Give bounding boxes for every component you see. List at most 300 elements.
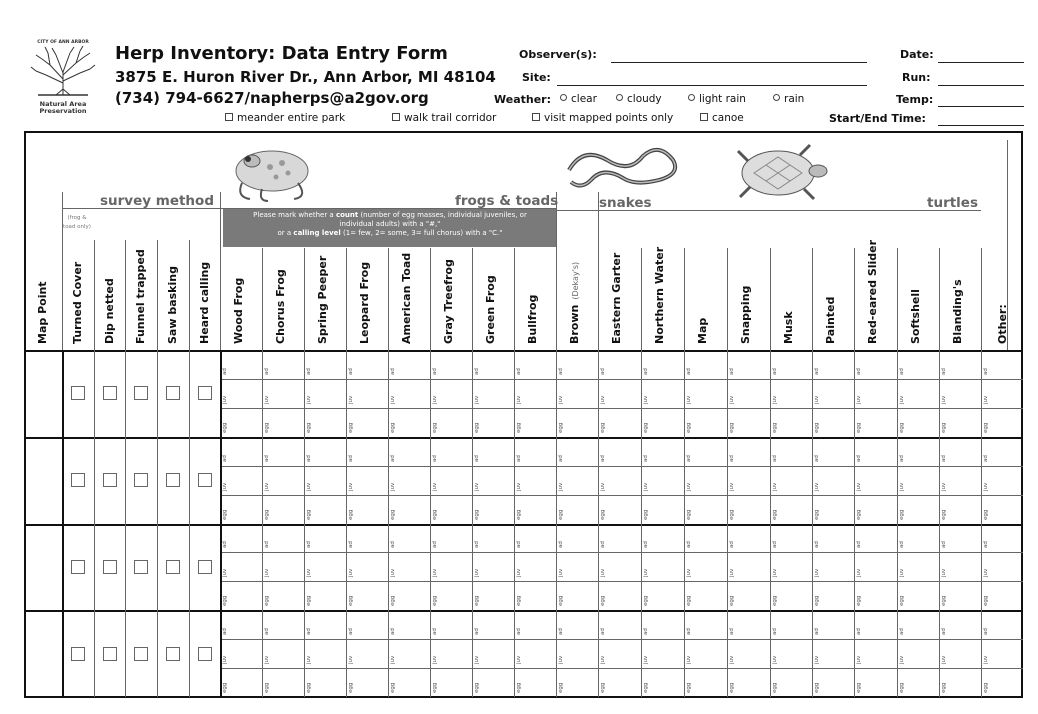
column-header-turtle: Map: [696, 317, 709, 344]
cell-code: ad: [390, 541, 396, 549]
cell-code: juv: [772, 569, 778, 578]
cell-code: juv: [941, 482, 947, 491]
cell-code: ad: [941, 628, 947, 636]
cell-code: ad: [558, 628, 564, 636]
cell-code: juv: [899, 482, 905, 491]
column-header-frog: Chorus Frog: [274, 269, 287, 344]
cell-code: ad: [474, 454, 480, 462]
cell-code: ad: [558, 368, 564, 375]
checkbox-icon: [225, 113, 233, 121]
cell-code: juv: [474, 569, 480, 578]
cell-code: ad: [729, 368, 735, 375]
cell-code: egg: [983, 682, 989, 693]
cell-code: ad: [643, 628, 649, 636]
sub-row-line: [220, 408, 1023, 409]
cell-code: juv: [856, 569, 862, 578]
cell-code: egg: [432, 422, 438, 433]
cell-code: ad: [264, 628, 270, 636]
group-underline: [62, 208, 220, 209]
cell-code: juv: [686, 569, 692, 578]
cell-code: juv: [432, 569, 438, 578]
cell-code: juv: [264, 655, 270, 665]
cell-code: egg: [222, 595, 228, 607]
cell-code: egg: [306, 595, 312, 607]
cell-code: ad: [856, 628, 862, 636]
cell-code: ad: [941, 368, 947, 375]
cell-code: egg: [474, 682, 480, 693]
run-field[interactable]: [938, 85, 1024, 86]
cell-code: ad: [222, 368, 228, 375]
header-divider: [262, 248, 263, 350]
cell-code: egg: [899, 509, 905, 520]
cell-code: egg: [390, 422, 396, 433]
method-checkbox[interactable]: [71, 647, 85, 661]
column-header-method: Heard calling: [198, 261, 211, 344]
cell-code: ad: [516, 454, 522, 462]
cell-code: ad: [772, 454, 778, 462]
cell-code: juv: [729, 395, 735, 404]
method-checkbox[interactable]: [198, 560, 212, 574]
cell-code: juv: [899, 395, 905, 404]
row-separator: [24, 437, 1023, 439]
column-line: [388, 350, 389, 697]
radio-circle-icon: [616, 94, 623, 101]
start-end-time-label: Start/End Time:: [829, 112, 926, 125]
cell-code: ad: [432, 454, 438, 462]
cell-code: egg: [600, 682, 606, 693]
cell-code: juv: [600, 655, 606, 665]
cell-code: juv: [474, 655, 480, 665]
cell-code: ad: [432, 368, 438, 375]
cell-code: juv: [772, 482, 778, 491]
header-divider: [304, 248, 305, 350]
cell-code: juv: [983, 655, 989, 665]
weather-option-cloudy[interactable]: cloudy: [616, 93, 662, 105]
logo-line-2: Preservation: [39, 107, 87, 115]
group-underline: [556, 210, 686, 211]
cell-code: ad: [772, 628, 778, 636]
method-checkbox[interactable]: [71, 386, 85, 400]
cell-code: ad: [729, 628, 735, 636]
cell-code: ad: [814, 541, 820, 549]
temp-field[interactable]: [938, 106, 1024, 107]
weather-label: Weather:: [494, 93, 551, 106]
sub-row-line: [220, 581, 1023, 582]
column-header-turtle: Musk: [782, 311, 795, 344]
column-header-frog: Bullfrog: [526, 294, 539, 344]
cell-code: ad: [899, 541, 905, 549]
cell-code: ad: [899, 454, 905, 462]
cell-code: egg: [899, 422, 905, 433]
frogs-group-label: frogs & toads: [455, 193, 559, 209]
column-header-map-point: Map Point: [36, 281, 49, 344]
method-checkbox[interactable]: [134, 560, 148, 574]
cell-code: egg: [983, 595, 989, 607]
cell-code: ad: [558, 541, 564, 549]
cell-code: juv: [856, 482, 862, 491]
cell-code: juv: [264, 395, 270, 404]
column-line: [125, 350, 126, 697]
cell-code: ad: [686, 628, 692, 636]
cell-code: juv: [558, 395, 564, 404]
cell-code: egg: [686, 682, 692, 693]
method-checkbox[interactable]: [198, 473, 212, 487]
cell-code: juv: [899, 655, 905, 665]
cell-code: egg: [941, 509, 947, 520]
column-header-frog: Green Frog: [484, 275, 497, 344]
method-checkbox[interactable]: [166, 647, 180, 661]
column-header-method: Turned Cover: [71, 261, 84, 344]
cell-code: ad: [814, 454, 820, 462]
cell-code: egg: [264, 509, 270, 520]
column-line: [304, 350, 305, 697]
header-divider: [812, 248, 813, 350]
cell-code: egg: [222, 509, 228, 520]
cell-code: juv: [516, 395, 522, 404]
weather-option-clear[interactable]: clear: [560, 93, 597, 105]
cell-code: juv: [474, 482, 480, 491]
cell-code: ad: [516, 628, 522, 636]
method-checkbox[interactable]: [134, 647, 148, 661]
run-label: Run:: [902, 71, 931, 84]
cell-code: egg: [686, 509, 692, 520]
cell-code: ad: [941, 454, 947, 462]
method-checkbox[interactable]: [103, 386, 117, 400]
cell-code: ad: [814, 368, 820, 375]
cell-code: juv: [643, 395, 649, 404]
column-line: [981, 350, 982, 697]
cell-code: ad: [306, 368, 312, 375]
cell-code: ad: [516, 541, 522, 549]
cell-code: egg: [772, 682, 778, 693]
cell-code: ad: [390, 454, 396, 462]
site-field[interactable]: [557, 85, 867, 86]
header-divider: [556, 192, 557, 350]
cell-code: ad: [600, 541, 606, 549]
sub-row-line: [220, 668, 1023, 669]
column-line: [854, 350, 855, 697]
cell-code: egg: [983, 509, 989, 520]
column-header-other: Other:: [996, 304, 1009, 344]
cell-code: juv: [222, 395, 228, 404]
column-line: [598, 350, 599, 697]
header-divider: [641, 248, 642, 350]
cell-code: egg: [222, 682, 228, 693]
header-divider: [346, 248, 347, 350]
cell-code: egg: [348, 509, 354, 520]
column-line: [62, 350, 64, 697]
cell-code: egg: [432, 682, 438, 693]
header-divider: [94, 240, 95, 350]
cell-code: juv: [600, 569, 606, 578]
page-title: Herp Inventory: Data Entry Form: [115, 43, 448, 64]
cell-code: ad: [686, 368, 692, 375]
site-label: Site:: [522, 71, 551, 84]
instructions-note: Please mark whether a count (number of egg masses, individual juveniles, or individual adults) with a "#," or a calling level (1= few, 2= some, 3= full chorus) with a "C.": [223, 209, 557, 247]
cell-code: ad: [856, 368, 862, 375]
cell-code: egg: [772, 595, 778, 607]
method-checkbox[interactable]: [103, 560, 117, 574]
cell-code: ad: [474, 541, 480, 549]
cell-code: egg: [474, 595, 480, 607]
method-checkbox[interactable]: [166, 473, 180, 487]
cell-code: ad: [600, 368, 606, 375]
column-line: [94, 350, 95, 697]
cell-code: juv: [772, 655, 778, 665]
method-checkbox[interactable]: [198, 647, 212, 661]
cell-code: juv: [814, 395, 820, 404]
toad-illustration: [222, 137, 322, 205]
method-checkbox[interactable]: [166, 386, 180, 400]
cell-code: juv: [729, 655, 735, 665]
column-header-turtle: Painted: [824, 296, 837, 344]
header-divider: [430, 248, 431, 350]
cell-code: ad: [643, 454, 649, 462]
survey-option-walk-trail[interactable]: walk trail corridor: [392, 112, 496, 124]
cell-code: juv: [643, 569, 649, 578]
cell-code: ad: [390, 368, 396, 375]
header-divider: [472, 248, 473, 350]
method-checkbox[interactable]: [198, 386, 212, 400]
cell-code: juv: [600, 395, 606, 404]
cell-code: egg: [264, 682, 270, 693]
cell-code: juv: [222, 482, 228, 491]
cell-code: juv: [600, 482, 606, 491]
column-header-turtle: Blanding's: [951, 279, 964, 344]
method-checkbox[interactable]: [71, 560, 85, 574]
cell-code: egg: [814, 509, 820, 520]
cell-code: egg: [516, 682, 522, 693]
cell-code: ad: [899, 628, 905, 636]
cell-code: egg: [516, 595, 522, 607]
cell-code: egg: [306, 422, 312, 433]
snake-illustration: [563, 140, 681, 195]
header-divider: [514, 248, 515, 350]
logo-line-1: Natural Area: [39, 100, 87, 108]
cell-code: egg: [686, 595, 692, 607]
date-field[interactable]: [938, 62, 1024, 63]
cell-code: juv: [432, 482, 438, 491]
header-divider: [897, 248, 898, 350]
cell-code: ad: [983, 628, 989, 636]
method-checkbox[interactable]: [134, 473, 148, 487]
cell-code: egg: [899, 682, 905, 693]
cell-code: ad: [348, 368, 354, 375]
cell-code: juv: [729, 569, 735, 578]
survey-option-canoe[interactable]: canoe: [700, 112, 744, 124]
cell-code: juv: [306, 395, 312, 404]
header-divider: [770, 248, 771, 350]
column-header-snake: Brown(Dekay's): [568, 261, 581, 344]
cell-code: egg: [814, 422, 820, 433]
cell-code: egg: [856, 509, 862, 520]
cell-code: juv: [983, 395, 989, 404]
cell-code: egg: [643, 509, 649, 520]
cell-code: ad: [222, 541, 228, 549]
survey-option-mapped-points[interactable]: visit mapped points only: [532, 112, 673, 124]
cell-code: ad: [348, 628, 354, 636]
cell-code: egg: [264, 595, 270, 607]
cell-code: egg: [729, 595, 735, 607]
cell-code: juv: [558, 569, 564, 578]
header-divider: [939, 248, 940, 350]
cell-code: ad: [306, 454, 312, 462]
cell-code: juv: [941, 655, 947, 665]
contact-info: (734) 794-6627/napherps@a2gov.org: [115, 89, 429, 107]
header-divider: [598, 192, 599, 350]
cell-code: juv: [814, 655, 820, 665]
cell-code: ad: [686, 541, 692, 549]
cell-code: egg: [643, 682, 649, 693]
cell-code: juv: [306, 655, 312, 665]
cell-code: juv: [941, 395, 947, 404]
cell-code: egg: [306, 509, 312, 520]
cell-code: egg: [348, 422, 354, 433]
cell-code: egg: [264, 422, 270, 433]
weather-option-light-rain[interactable]: light rain: [688, 93, 746, 105]
cell-code: juv: [899, 569, 905, 578]
cell-code: juv: [222, 569, 228, 578]
snakes-group-label: snakes: [599, 195, 652, 211]
start-end-time-field[interactable]: [938, 125, 1024, 126]
cell-code: ad: [222, 628, 228, 636]
header-divider: [125, 240, 126, 350]
cell-code: ad: [643, 368, 649, 375]
method-checkbox[interactable]: [103, 647, 117, 661]
cell-code: juv: [856, 655, 862, 665]
cell-code: egg: [814, 682, 820, 693]
weather-option-rain[interactable]: rain: [773, 93, 804, 105]
header-divider: [727, 248, 728, 350]
header-divider: [388, 248, 389, 350]
column-header-turtle: Softshell: [909, 289, 922, 344]
survey-option-meander[interactable]: meander entire park: [225, 112, 345, 124]
cell-code: egg: [643, 422, 649, 433]
cell-code: egg: [222, 422, 228, 433]
cell-code: egg: [474, 509, 480, 520]
cell-code: juv: [348, 655, 354, 665]
column-header-frog: Spring Peeper: [316, 255, 329, 344]
row-separator: [24, 610, 1023, 612]
cell-code: juv: [941, 569, 947, 578]
column-line: [684, 350, 685, 697]
cell-code: egg: [729, 422, 735, 433]
cell-code: ad: [516, 368, 522, 375]
cell-code: egg: [600, 422, 606, 433]
observers-field[interactable]: [611, 62, 867, 63]
cell-code: egg: [941, 595, 947, 607]
cell-code: egg: [772, 422, 778, 433]
cell-code: egg: [941, 422, 947, 433]
cell-code: ad: [941, 541, 947, 549]
column-header-frog: American Toad: [400, 252, 413, 344]
cell-code: juv: [474, 395, 480, 404]
logo: [28, 40, 98, 122]
cell-code: egg: [600, 509, 606, 520]
cell-code: juv: [222, 655, 228, 665]
method-checkbox[interactable]: [71, 473, 85, 487]
column-header-turtle: Red-eared Slider: [866, 239, 879, 344]
method-checkbox[interactable]: [103, 473, 117, 487]
frog-toad-only-note: (frog & toad only): [63, 215, 91, 230]
row-separator: [24, 524, 1023, 526]
cell-code: egg: [432, 509, 438, 520]
cell-code: egg: [390, 682, 396, 693]
cell-code: egg: [516, 509, 522, 520]
cell-code: ad: [264, 368, 270, 375]
brown-suffix: (Dekay's): [571, 261, 580, 300]
checkbox-icon: [532, 113, 540, 121]
column-line: [939, 350, 940, 697]
column-header-frog: Wood Frog: [232, 277, 245, 344]
turtle-illustration: [724, 133, 832, 205]
column-header-method: Dip netted: [103, 278, 116, 344]
cell-code: ad: [686, 454, 692, 462]
cell-code: juv: [772, 395, 778, 404]
column-header-frog: Gray Treefrog: [442, 259, 455, 344]
method-checkbox[interactable]: [134, 386, 148, 400]
cell-code: juv: [686, 482, 692, 491]
header-divider: [981, 248, 982, 350]
cell-code: juv: [983, 569, 989, 578]
cell-code: juv: [348, 395, 354, 404]
cell-code: juv: [686, 395, 692, 404]
cell-code: egg: [772, 509, 778, 520]
cell-code: egg: [600, 595, 606, 607]
cell-code: juv: [643, 655, 649, 665]
cell-code: egg: [474, 422, 480, 433]
cell-code: ad: [474, 368, 480, 375]
column-line: [556, 350, 557, 697]
cell-code: ad: [390, 628, 396, 636]
cell-code: ad: [729, 454, 735, 462]
cell-code: egg: [390, 509, 396, 520]
method-checkbox[interactable]: [166, 560, 180, 574]
cell-code: egg: [899, 595, 905, 607]
address: 3875 E. Huron River Dr., Ann Arbor, MI 48104: [115, 68, 496, 86]
sub-row-line: [220, 379, 1023, 380]
cell-code: ad: [222, 454, 228, 462]
cell-code: ad: [600, 628, 606, 636]
cell-code: egg: [348, 595, 354, 607]
header-divider: [684, 248, 685, 350]
turtles-group-label: turtles: [927, 195, 978, 211]
column-line: [641, 350, 642, 697]
cell-code: egg: [390, 595, 396, 607]
cell-code: egg: [558, 595, 564, 607]
cell-code: egg: [983, 422, 989, 433]
cell-code: juv: [643, 482, 649, 491]
cell-code: ad: [348, 454, 354, 462]
temp-label: Temp:: [896, 93, 934, 106]
cell-code: egg: [856, 422, 862, 433]
cell-code: ad: [432, 628, 438, 636]
cell-code: egg: [686, 422, 692, 433]
cell-code: egg: [856, 595, 862, 607]
survey-method-group-label: survey method: [100, 193, 214, 209]
radio-circle-icon: [688, 94, 695, 101]
cell-code: egg: [558, 682, 564, 693]
cell-code: juv: [306, 482, 312, 491]
cell-code: egg: [941, 682, 947, 693]
cell-code: ad: [983, 454, 989, 462]
cell-code: ad: [856, 454, 862, 462]
cell-code: egg: [729, 509, 735, 520]
cell-code: ad: [348, 541, 354, 549]
cell-code: ad: [432, 541, 438, 549]
column-line: [346, 350, 347, 697]
sub-row-line: [220, 552, 1023, 553]
